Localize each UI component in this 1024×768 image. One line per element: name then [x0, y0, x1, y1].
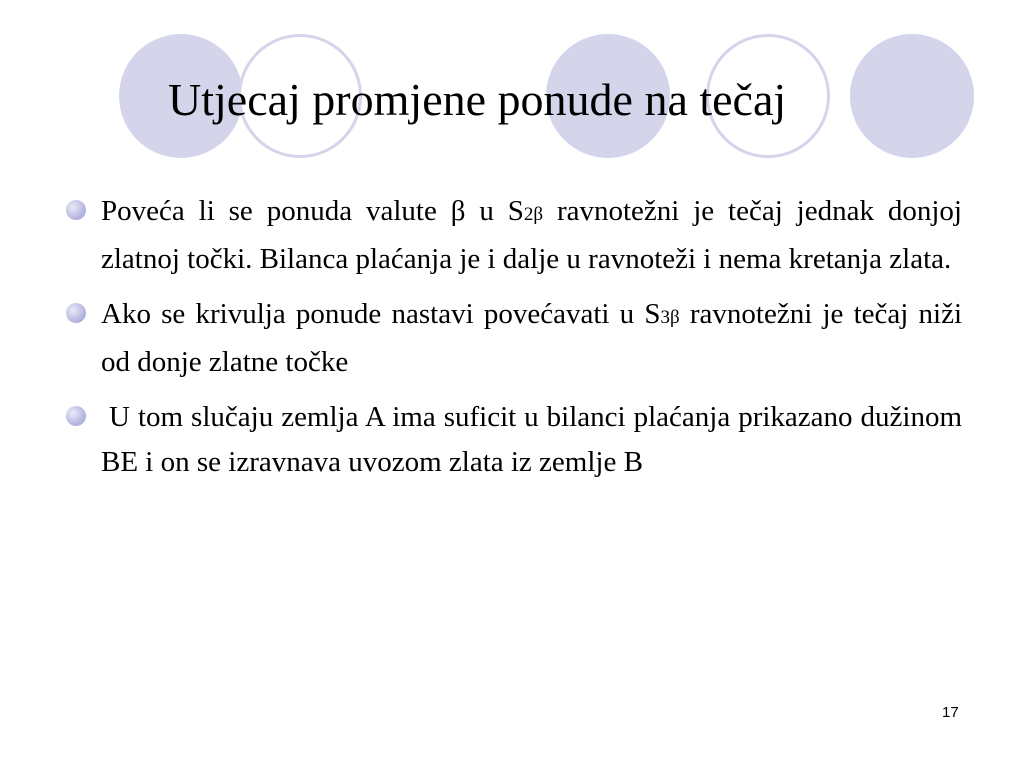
bullet-text: Ako se krivulja ponude nastavi povećavati u S: [101, 298, 661, 330]
page-number: 17: [942, 704, 959, 721]
bullet-text: ravnotežni je tečaj niži od donje zlatne točke: [101, 298, 963, 378]
bullet-text: ravnotežni je tečaj jednak donjoj zlatnoj točki. Bilanca plaćanja je i dalje u ravnoteži i nema kretanja zlata.: [101, 195, 962, 275]
decor-circle-filled: [850, 34, 974, 158]
bullet-dot-icon: [66, 200, 86, 220]
slide-title: Utjecaj promjene ponude na tečaj: [168, 74, 787, 125]
subscript-text: 2β: [523, 204, 544, 225]
bullet-item: [64, 189, 962, 282]
bullet-text: U tom slučaju zemlja A ima suficit u bilanci plaćanja prikazano dužinom BE i on se izravnava uvozom zlata iz zemlje B: [101, 401, 970, 478]
bullet-text: Poveća li se ponuda valute β u S: [101, 195, 524, 227]
bullet-item: [64, 395, 970, 485]
bullet-dot-icon: [66, 406, 86, 426]
bullet-list: [64, 189, 970, 495]
bullet-item: [64, 292, 962, 385]
subscript-text: 3β: [660, 307, 680, 328]
bullet-dot-icon: [66, 303, 86, 323]
